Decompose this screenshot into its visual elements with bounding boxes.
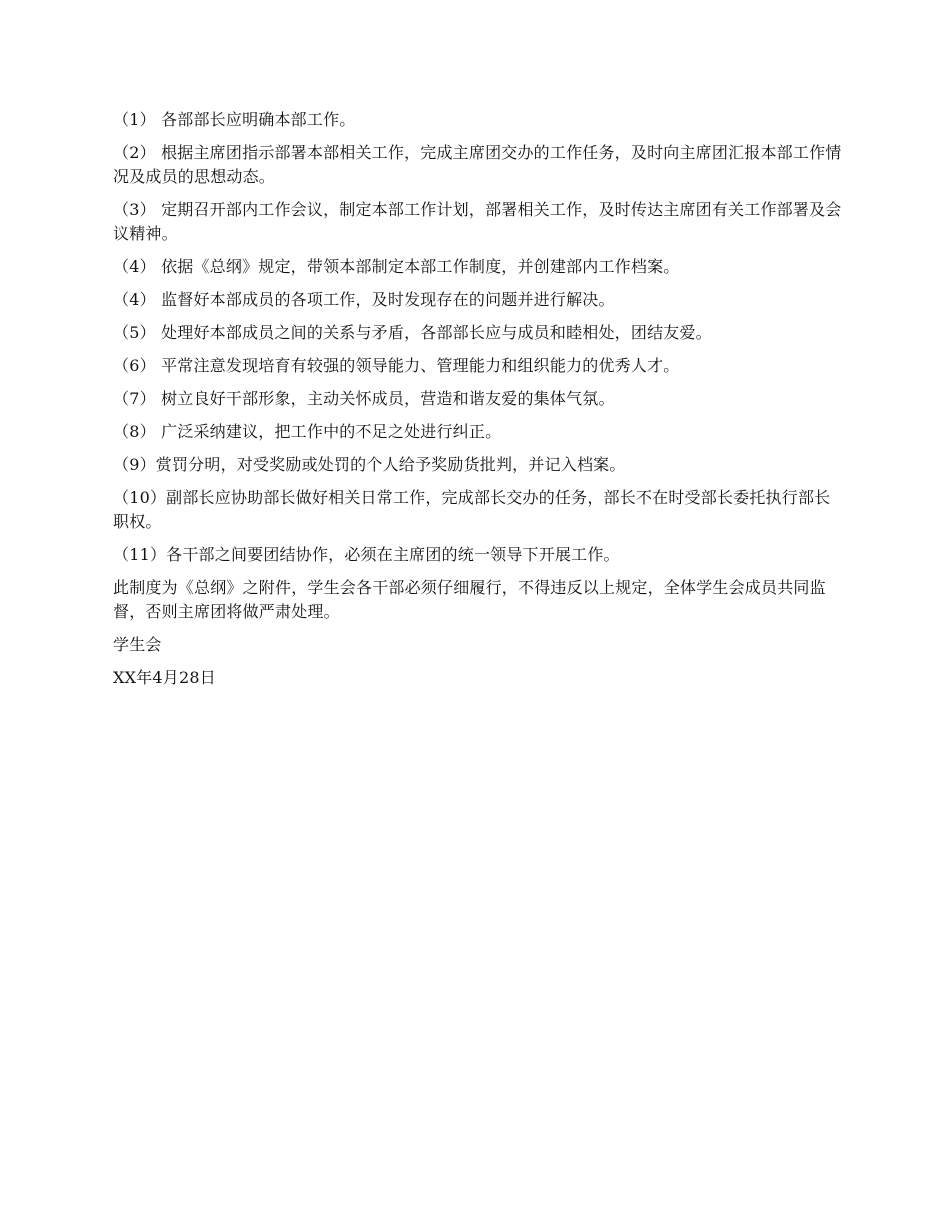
rule-item-1: （1） 各部部长应明确本部工作。 [113,110,356,129]
date-line: XX年4月28日 [113,668,216,687]
rule-item-5: （4） 监督好本部成员的各项工作，及时发现存在的问题并进行解决。 [113,290,615,309]
rule-item-3: （3） 定期召开部内工作会议，制定本部工作计划，部署相关工作，及时传达主席团有关工作部署及会议精神。 [113,200,842,243]
rule-item-11: （10）副部长应协助部长做好相关日常工作，完成部长交办的任务，部长不在时受部长委托执行部长职权。 [113,488,831,531]
rule-item-6: （5） 处理好本部成员之间的关系与矛盾，各部部长应与成员和睦相处，团结友爱。 [113,323,712,342]
closing-paragraph: 此制度为《总纲》之附件，学生会各干部必须仔细履行，不得违反以上规定，全体学生会成员共同监督，否则主席团将做严肃处理。 [113,578,826,621]
rule-item-7: （6） 平常注意发现培育有较强的领导能力、管理能力和组织能力的优秀人才。 [113,356,680,375]
rule-item-8: （7） 树立良好干部形象，主动关怀成员，营造和谐友爱的集体气氛。 [113,389,615,408]
rule-item-12: （11）各干部之间要团结协作，必须在主席团的统一领导下开展工作。 [113,545,620,564]
document-body [113,108,843,699]
rule-item-9: （8） 广泛采纳建议，把工作中的不足之处进行纠正。 [113,422,502,441]
rule-item-10: （9）赏罚分明，对受奖励或处罚的个人给予奖励货批判，并记入档案。 [113,455,626,474]
signature: 学生会 [113,635,162,654]
rule-item-2: （2） 根据主席团指示部署本部相关工作，完成主席团交办的工作任务，及时向主席团汇报本部工作情况及成员的思想动态。 [113,143,842,186]
rule-item-4: （4） 依据《总纲》规定，带领本部制定本部工作制度，并创建部内工作档案。 [113,257,680,276]
